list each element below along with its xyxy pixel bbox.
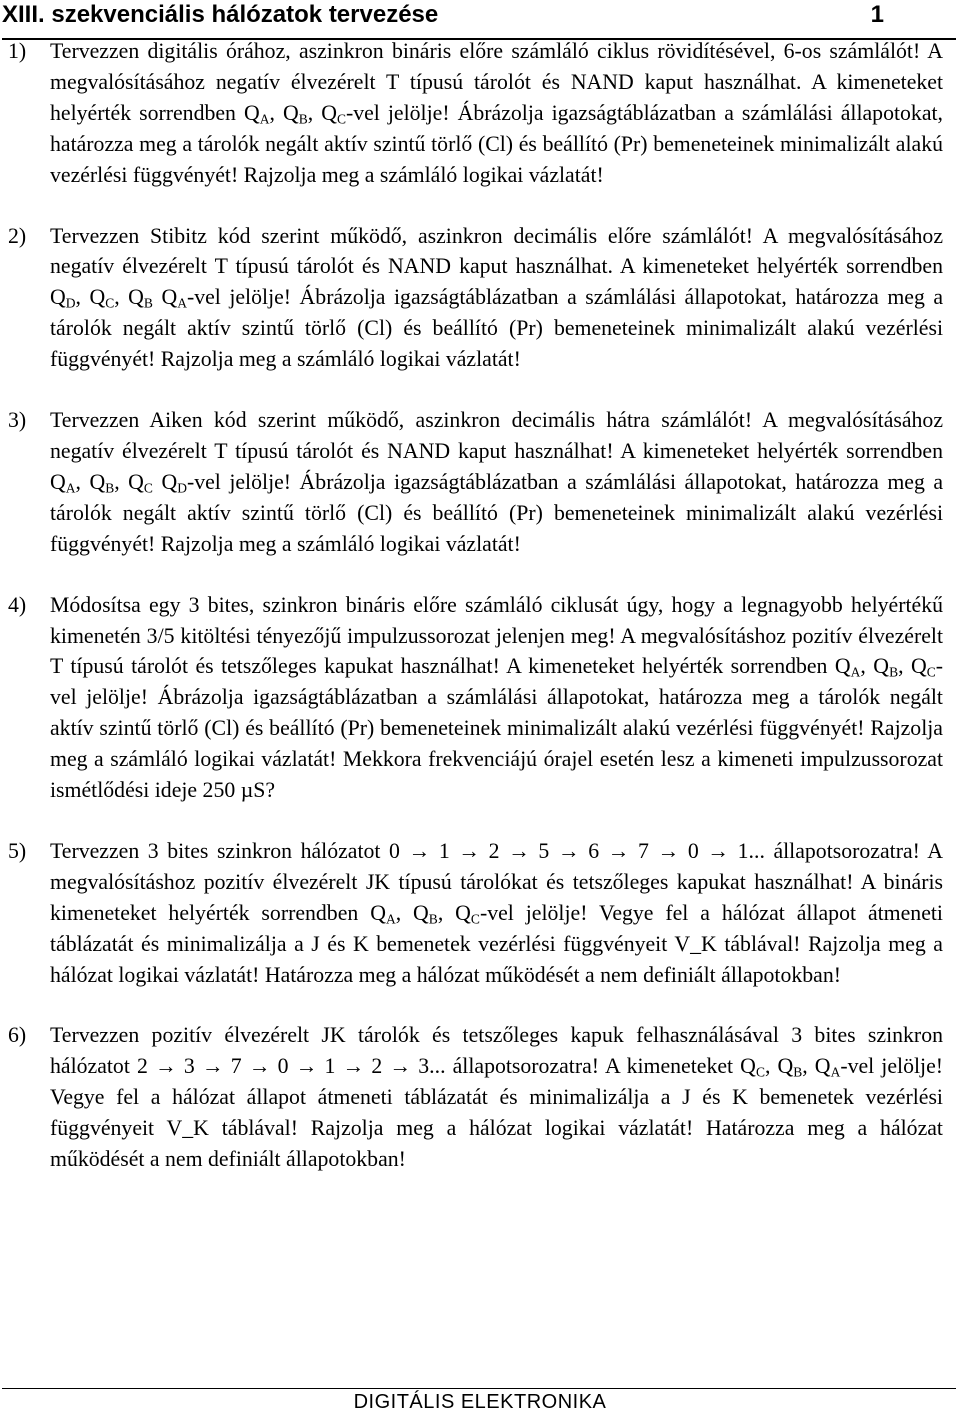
problem-text: Tervezzen digitális órához, aszinkron bináris előre számláló ciklus rövidítésével, 6-os számlálót! A megvalósításához negatív élvezérelt T típusú tárolót és NAND kaput használhat. A kimeneteket helyérték sorrendben $Q_A$, $Q_B$, $Q_C$-vel jelölje! Ábrázolja igazságtáblázatban a számlálási állapotokat, határozza meg a tárolók negált aktív szintű törlő (Cl) és beállító (Pr) bemeneteinek minimalizált alakú vezérlési függvényét! Rajzolja meg a számláló logikai vázlatát!: [50, 39, 943, 187]
page-number: 1: [870, 1, 884, 28]
problem-text: Módosítsa egy 3 bites, szinkron bináris előre számláló ciklusát úgy, hogy a legnagyobb helyértékű kimenetén 3/5 kitöltési tényezőjű impulzussorozat jelenjen meg! A megvalósításhoz pozitív élvezérelt T típusú tárolót és tetszőleges kapukat használhat! A kimeneteket helyérték sorrendben $Q_A$, $Q_B$, $Q_C$-vel jelölje! Ábrázolja igazságtáblázatban a számlálási állapotokat, határozza meg a tárolók negált aktív szintű törlő (Cl) és beállító (Pr) bemeneteinek minimalizált alakú vezérlési függvényét! Rajzolja meg a számláló logikai vázlatát! Mekkora frekvenciájú órajel esetén lesz a kimeneti impulzussorozat ismétlődési ideje 250 µS?: [50, 592, 944, 803]
problem-text: Tervezzen 3 bites szinkron hálózatot 0 → 1 → 2 → 5 → 6 → 7 → 0 → 1... állapotsorozatra! A megvalósításhoz pozitív élvezérelt JK típusú tárolókat és tetszőleges kapukat használhat! A bináris kimeneteket helyérték sorrendben $Q_A$, $Q_B$, $Q_C$-vel jelölje! Vegye fel a hálózat állapot átmeneti táblázatát és minimalizálja a J és K bemenetek vezérlési függvényeit V_K táblával! Rajzolja meg a hálózat logikai vázlatát! Határozza meg a hálózat működését a nem definiált állapotokban!: [50, 838, 943, 987]
problem-list: [8, 36, 943, 1205]
page-footer: DIGITÁLIS ELEKTRONIKA: [353, 1391, 607, 1413]
problem-number: 3): [8, 408, 27, 433]
problem-item: [8, 590, 943, 806]
problem-item: [8, 405, 943, 560]
problem-number: 6): [8, 1023, 27, 1048]
footer-divider: [2, 1388, 956, 1389]
page-title: XIII. szekvenciális hálózatok tervezése: [2, 1, 439, 28]
problem-text: Tervezzen Stibitz kód szerint működő, aszinkron decimális előre számlálót! A megvalósításához negatív élvezérelt T típusú tárolót és NAND kaput használhat. A kimeneteket helyérték sorrendben $Q_D$, $Q_C$, $Q_B$ $Q_A$-vel jelölje! Ábrázolja igazságtáblázatban a számlálási állapotokat, határozza meg a tárolók negált aktív szintű törlő (Cl) és beállító (Pr) bemeneteinek minimalizált alakú vezérlési függvényét! Rajzolja meg a számláló logikai vázlatát!: [50, 223, 944, 372]
problem-item: [8, 221, 943, 376]
problem-number: 4): [8, 592, 27, 617]
problem-item: [8, 36, 943, 191]
problem-number: 2): [8, 223, 27, 248]
problem-text: Tervezzen Aiken kód szerint működő, aszinkron decimális hátra számlálót! A megvalósításához negatív élvezérelt T típusú tárolót és NAND kaput használhat! A kimeneteket helyérték sorrendben $Q_A$, $Q_B$, $Q_C$ $Q_D$-vel jelölje! Ábrázolja igazságtáblázatban a számlálási állapotokat, határozza meg a tárolók negált aktív szintű törlő (Cl) és beállító (Pr) bemeneteinek minimalizált alakú vezérlési függvényét! Rajzolja meg a számláló logikai vázlatát!: [50, 408, 944, 556]
page-header: [2, 0, 956, 40]
problem-text: Tervezzen pozitív élvezérelt JK tárolók és tetszőleges kapuk felhasználásával 3 bites szinkron hálózatot 2 → 3 → 7 → 0 → 1 → 2 → 3... állapotsorozatra! A kimeneteket $Q_C$, $Q_B$, $Q_A$-vel jelölje! Vegye fel a hálózat állapot átmeneti táblázatát és minimalizálja a J és K bemenetek vezérlési függvényeit V_K táblával! Rajzolja meg a hálózat logikai vázlatát! Határozza meg a hálózat működését a nem definiált állapotokban!: [50, 1023, 944, 1172]
problem-item: [8, 836, 943, 991]
problem-number: 5): [8, 838, 27, 863]
problem-number: 1): [8, 39, 27, 63]
problem-item: [8, 1020, 943, 1175]
